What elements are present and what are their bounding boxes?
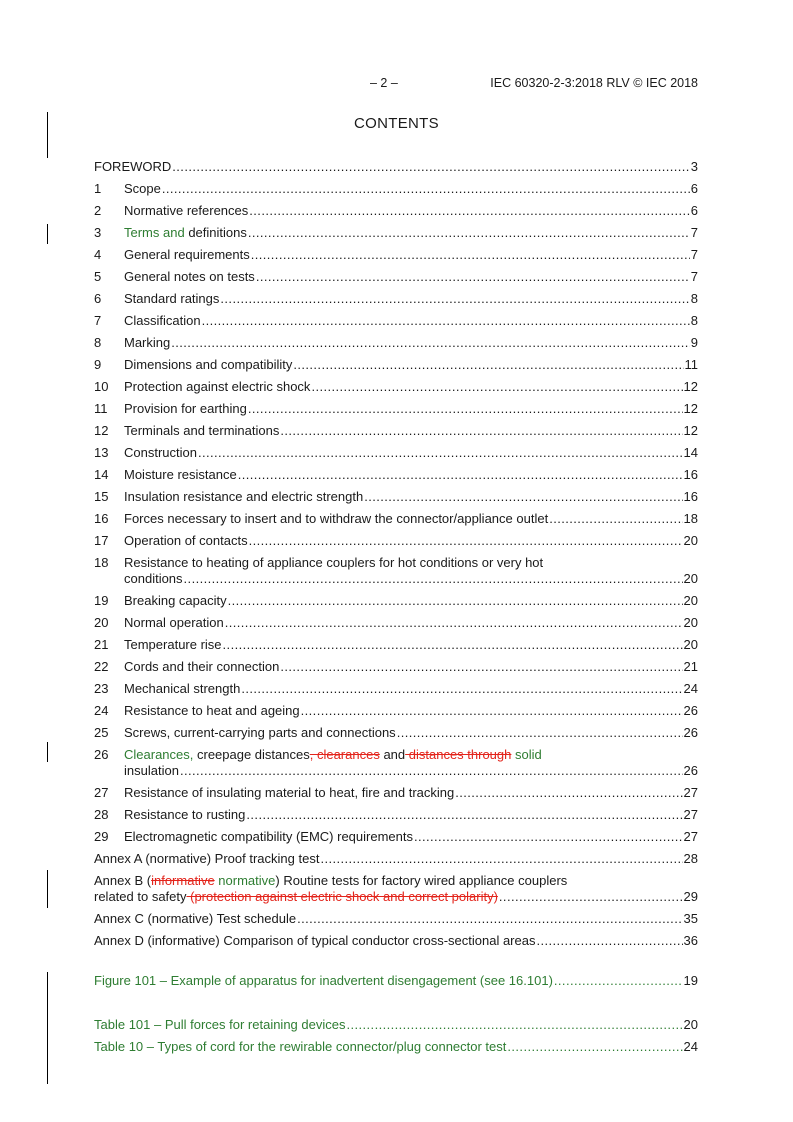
toc-number: 4 [94, 247, 102, 262]
toc-entry[interactable] [94, 290, 698, 308]
toc-page: 6 [690, 181, 698, 196]
toc-number: 28 [94, 807, 109, 822]
toc-entry[interactable] [94, 378, 698, 396]
toc-number: 6 [94, 291, 102, 306]
toc-entry[interactable] [94, 592, 698, 610]
toc-entry[interactable] [94, 532, 698, 550]
toc-figure-entry[interactable] [94, 972, 698, 990]
toc-number: 23 [94, 681, 109, 696]
toc-number: 22 [94, 659, 109, 674]
toc-annex-entry[interactable] [94, 850, 698, 868]
toc-number: 9 [94, 357, 102, 372]
toc-title: Normal operation [124, 615, 224, 630]
toc-annex-entry[interactable] [94, 932, 698, 950]
toc-number: 25 [94, 725, 109, 740]
toc-entry[interactable] [94, 510, 698, 528]
toc-entry-continuation[interactable] [94, 570, 698, 588]
change-bar [47, 972, 48, 1084]
toc-title: Standard ratings [124, 291, 220, 306]
toc-entry[interactable] [94, 806, 698, 824]
toc-title: Electromagnetic compatibility (EMC) requirements [124, 829, 413, 844]
toc-entry[interactable] [94, 334, 698, 352]
toc-number: 8 [94, 335, 102, 350]
added-text: Terms and [124, 225, 185, 240]
toc-page: 24 [683, 681, 698, 696]
toc-page: 12 [683, 379, 698, 394]
toc-title: Mechanical strength [124, 681, 241, 696]
toc-number: 13 [94, 445, 109, 460]
toc-title: Construction [124, 445, 197, 460]
toc-title-text: related to safety [94, 889, 187, 904]
toc-page: 20 [683, 533, 698, 548]
toc-title: Table 10 – Types of cord for the rewirable connector/plug connector test [94, 1039, 507, 1054]
change-bar [47, 870, 48, 908]
toc-page: 35 [683, 911, 698, 926]
toc-page: 7 [690, 247, 698, 262]
toc-title: General notes on tests [124, 269, 255, 284]
toc-annex-entry-continuation[interactable] [94, 888, 698, 906]
toc-page: 28 [683, 851, 698, 866]
toc-entry[interactable] [94, 268, 698, 286]
toc-page: 16 [683, 467, 698, 482]
toc-page: 8 [690, 313, 698, 328]
toc-title: Dimensions and compatibility [124, 357, 293, 372]
toc-number: 10 [94, 379, 109, 394]
toc-title: Scope [124, 181, 161, 196]
toc-title-text: and [379, 747, 406, 762]
toc-page: 6 [690, 203, 698, 218]
toc-page: 26 [683, 725, 698, 740]
deleted-text: informative [151, 873, 215, 888]
toc-title: Marking [124, 335, 171, 350]
toc-entry[interactable] [94, 488, 698, 506]
toc-page: 36 [683, 933, 698, 948]
toc-page: 12 [683, 423, 698, 438]
toc-page: 18 [683, 511, 698, 526]
page-header [0, 76, 793, 92]
toc-table-entry[interactable] [94, 1038, 698, 1056]
toc-title-text: definitions [184, 225, 247, 240]
toc-page: 27 [683, 807, 698, 822]
toc-entry[interactable] [94, 658, 698, 676]
document-title: IEC 60320-2-3:2018 RLV © IEC 2018 [490, 76, 698, 90]
toc-title: Resistance to heating of appliance couplers for hot conditions or very hot [124, 555, 544, 570]
toc-number: 15 [94, 489, 109, 504]
toc-number: 12 [94, 423, 109, 438]
toc-number: 7 [94, 313, 102, 328]
page-number: – 2 – [370, 76, 398, 90]
toc-number: 20 [94, 615, 109, 630]
toc-number: 29 [94, 829, 109, 844]
toc-page: 20 [683, 593, 698, 608]
toc-entry[interactable] [94, 400, 698, 418]
contents-heading: CONTENTS [354, 115, 439, 132]
toc-title: FOREWORD [94, 159, 172, 174]
toc-page: 9 [690, 335, 698, 350]
toc-number: 19 [94, 593, 109, 608]
toc-entry[interactable] [94, 246, 698, 264]
toc-title: Screws, current-carrying parts and connections [124, 725, 396, 740]
toc-number: 21 [94, 637, 109, 652]
toc-page: 27 [683, 785, 698, 800]
toc-page: 3 [690, 159, 698, 174]
toc-page: 26 [683, 763, 698, 778]
toc-number: 27 [94, 785, 109, 800]
toc-entry[interactable] [94, 702, 698, 720]
toc-annex-entry[interactable] [94, 910, 698, 928]
toc-number: 16 [94, 511, 109, 526]
toc-title: Annex D (informative) Comparison of typical conductor cross-sectional areas [94, 933, 536, 948]
toc-entry[interactable] [94, 724, 698, 742]
toc-page: 12 [683, 401, 698, 416]
toc-entry[interactable] [94, 680, 698, 698]
toc-number: 2 [94, 203, 102, 218]
added-text: Clearances, [124, 747, 194, 762]
toc-number: 18 [94, 555, 109, 570]
toc-page: 11 [684, 357, 698, 372]
change-bar [47, 742, 48, 762]
toc-entry[interactable] [94, 422, 698, 440]
toc-page: 20 [683, 571, 698, 586]
change-bar [47, 224, 48, 244]
toc-entry[interactable] [94, 202, 698, 220]
toc-title: Breaking capacity [124, 593, 227, 608]
toc-title: Figure 101 – Example of apparatus for inadvertent disengagement (see 16.101) [94, 973, 553, 988]
toc-title: Resistance to rusting [124, 807, 246, 822]
toc-entry[interactable] [94, 158, 698, 176]
toc-page: 7 [690, 269, 698, 284]
toc-entry[interactable] [94, 444, 698, 462]
toc-title: Provision for earthing [124, 401, 247, 416]
toc-page: 19 [683, 973, 698, 988]
toc-page: 27 [683, 829, 698, 844]
toc-number: 11 [94, 401, 108, 416]
toc-number: 5 [94, 269, 102, 284]
toc-number: 26 [94, 747, 109, 762]
toc-title: Operation of contacts [124, 533, 248, 548]
toc-title: Annex C (normative) Test schedule [94, 911, 297, 926]
toc-entry[interactable] [94, 636, 698, 654]
deleted-text: (protection against electric shock and correct polarity) [186, 889, 498, 904]
deleted-text: , clearances [309, 747, 380, 762]
toc-page: 14 [683, 445, 698, 460]
added-text: solid [511, 747, 542, 762]
toc-page: 20 [683, 615, 698, 630]
toc-title: Resistance to heat and ageing [124, 703, 300, 718]
toc-entry[interactable] [94, 356, 698, 374]
toc-page: 20 [683, 637, 698, 652]
added-text: normative [214, 873, 276, 888]
toc-title: Insulation resistance and electric strength [124, 489, 364, 504]
toc-title-text: Annex B ( [94, 873, 152, 888]
toc-number: 24 [94, 703, 109, 718]
toc-entry[interactable] [94, 180, 698, 198]
deleted-text: distances through [405, 747, 512, 762]
toc-page: 20 [683, 1017, 698, 1032]
toc-page: 7 [690, 225, 698, 240]
toc-title [124, 224, 247, 242]
toc-title: Forces necessary to insert and to withdraw the connector/appliance outlet [124, 511, 549, 526]
toc-title: Moisture resistance [124, 467, 237, 482]
toc-title: General requirements [124, 247, 250, 262]
toc-title: Temperature rise [124, 637, 222, 652]
toc-title: Classification [124, 313, 201, 328]
toc-title: Table 101 – Pull forces for retaining devices [94, 1017, 346, 1032]
toc-number: 17 [94, 533, 109, 548]
toc-title: Normative references [124, 203, 249, 218]
toc-title: conditions [124, 571, 183, 586]
toc-entry[interactable] [94, 466, 698, 484]
toc-number: 1 [94, 181, 102, 196]
toc-page: 26 [683, 703, 698, 718]
toc-title: Terminals and terminations [124, 423, 280, 438]
toc-page: 8 [690, 291, 698, 306]
toc-number: 3 [94, 225, 102, 240]
toc-page: 24 [683, 1039, 698, 1054]
toc-title-text: ) Routine tests for factory wired appliance couplers [275, 873, 568, 888]
toc-entry[interactable] [94, 224, 698, 242]
toc-page: 21 [683, 659, 698, 674]
toc-title [94, 888, 498, 906]
toc-entry-continuation[interactable] [94, 762, 698, 780]
toc-page: 29 [683, 889, 698, 904]
toc-entry[interactable] [94, 312, 698, 330]
toc-entry[interactable] [94, 614, 698, 632]
toc-title: insulation [124, 763, 179, 778]
toc-table-entry[interactable] [94, 1016, 698, 1034]
toc-page: 16 [683, 489, 698, 504]
toc-number: 14 [94, 467, 109, 482]
toc-title: Annex A (normative) Proof tracking test [94, 851, 320, 866]
toc-entry[interactable] [94, 828, 698, 846]
toc-entry[interactable] [94, 784, 698, 802]
toc-title: Resistance of insulating material to heat, fire and tracking [124, 785, 455, 800]
toc-title-text: creepage distances [193, 747, 310, 762]
toc-title: Cords and their connection [124, 659, 280, 674]
toc-title: Protection against electric shock [124, 379, 311, 394]
